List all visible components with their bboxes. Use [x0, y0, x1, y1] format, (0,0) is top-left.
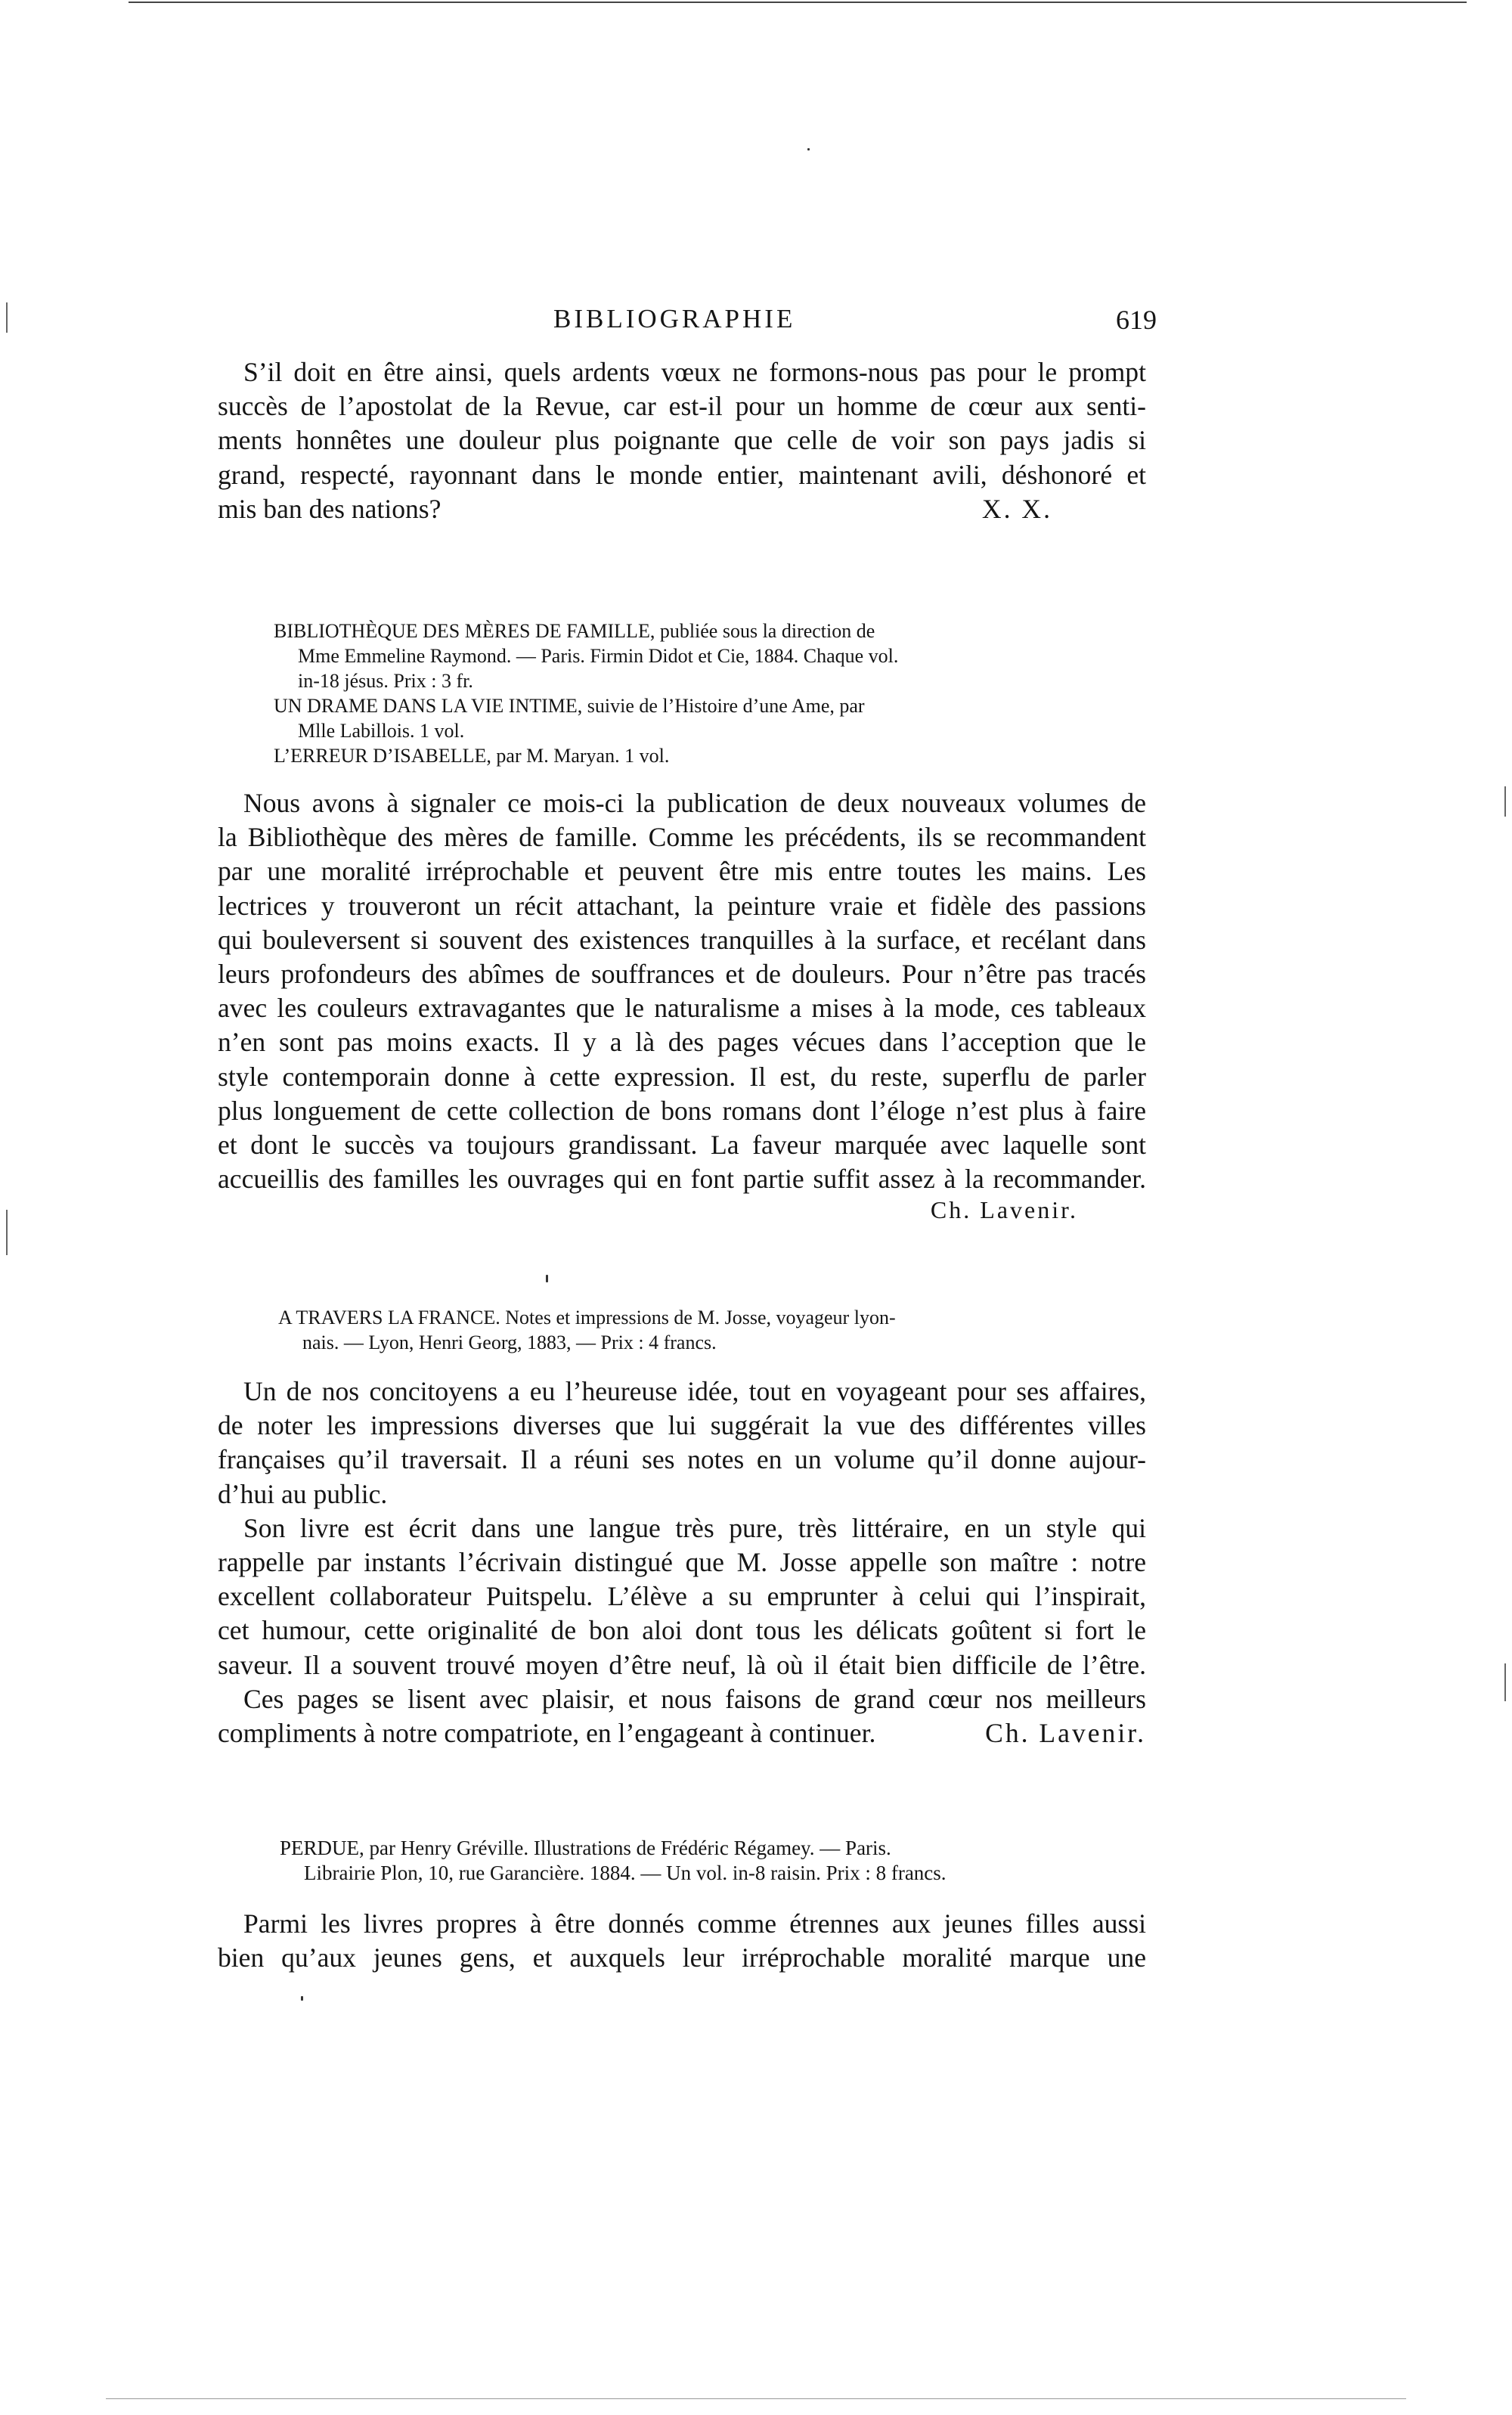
- scan-edge-mark: [6, 1210, 8, 1255]
- text-line: ments honnêtes une douleur plus poignante que celle de voir son pays jadis si: [218, 425, 1146, 456]
- reference-line: L’ERREUR D’ISABELLE, par M. Maryan. 1 vol.: [274, 745, 670, 767]
- section-1: [218, 355, 1146, 526]
- speck: [301, 1996, 303, 2001]
- text-line: cet humour, cette originalité de bon aloi dont tous les délicats goûtent si fort le: [218, 1615, 1146, 1646]
- running-head-title: BIBLIOGRAPHIE: [553, 304, 796, 333]
- text-line: saveur. Il a souvent trouvé moyen d’être neuf, là où il était bien difficile de l’être.: [218, 1649, 1146, 1680]
- section-4: [218, 1907, 1146, 1975]
- text-line: Un de nos concitoyens a eu l’heureuse idée, tout en voyageant pour ses affaires,: [243, 1376, 1146, 1406]
- top-edge-rule: [129, 2, 1467, 3]
- signature: X. X.: [981, 493, 1052, 524]
- scan-edge-mark: [1504, 1663, 1506, 1701]
- last-line-text: mis ban des nations?: [218, 493, 442, 524]
- text-line: Parmi les livres propres à être donnés comme étrennes aux jeunes filles aussi: [243, 1908, 1146, 1939]
- paragraph: [218, 786, 1146, 1196]
- text-line: [218, 492, 1146, 526]
- text-line: Ces pages se lisent avec plaisir, et nous faisons de grand cœur nos meilleurs: [243, 1683, 1146, 1714]
- reference-line: UN DRAME DANS LA VIE INTIME, suivie de l’Histoire d’une Ame, par: [274, 695, 865, 717]
- text-line: par une moralité irréprochable et peuvent être mis entre toutes les mains. Les: [218, 856, 1146, 887]
- text-line: plus longuement de cette collection de bons romans dont l’éloge n’est plus à faire: [218, 1095, 1146, 1126]
- text-line: succès de l’apostolat de la Revue, car est-il pour un homme de cœur aux senti-: [218, 391, 1146, 422]
- text-line: qui bouleversent si souvent des existences tranquilles à la surface, et recélant dans: [218, 924, 1146, 955]
- page-number: 619: [1116, 305, 1157, 335]
- scan-edge-mark: [6, 302, 8, 333]
- last-line-text: compliments à notre compatriote, en l’engageant à continuer.: [218, 1718, 876, 1749]
- paragraph: [218, 1682, 1146, 1750]
- paragraph: [218, 355, 1146, 526]
- bibliographic-reference: [278, 1305, 1080, 1355]
- text-line: avec les couleurs extravagantes que le naturalisme a mises à la mode, ces tableaux: [218, 993, 1146, 1024]
- text-line: rappelle par instants l’écrivain distingué que M. Josse appelle son maître : notre: [218, 1547, 1146, 1578]
- text-line: Nous avons à signaler ce mois-ci la publication de deux nouveaux volumes de: [243, 788, 1146, 818]
- reference-line: BIBLIOTHÈQUE DES MÈRES DE FAMILLE, publiée sous la direction de: [274, 620, 875, 642]
- text-line: [218, 1716, 1146, 1750]
- text-line: excellent collaborateur Puitspelu. L’élève a su emprunter à celui qui l’inspirait,: [218, 1581, 1146, 1612]
- speck: [546, 1275, 548, 1282]
- text-line: d’hui au public.: [218, 1478, 388, 1509]
- speck: [807, 148, 810, 150]
- text-line: de noter les impressions diverses que lui suggérait la vue des différentes villes: [218, 1410, 1146, 1441]
- bottom-edge-rule: [106, 2398, 1406, 2399]
- text-line: accueillis des familles les ouvrages qui en font partie suffit assez à la recommander.: [218, 1164, 1146, 1195]
- bibliographic-reference: [280, 1836, 1104, 1886]
- reference-line: A TRAVERS LA FRANCE. Notes et impressions de M. Josse, voyageur lyon-: [278, 1307, 896, 1328]
- signature: Ch. Lavenir.: [985, 1718, 1146, 1749]
- paragraph: [218, 1511, 1146, 1682]
- reference-line: Mlle Labillois. 1 vol.: [298, 720, 465, 742]
- reference-line: Librairie Plon, 10, rue Garancière. 1884. — Un vol. in-8 raisin. Prix : 8 francs.: [304, 1862, 947, 1884]
- paragraph: [218, 1907, 1146, 1975]
- text-line: et dont le succès va toujours grandissant. La faveur marquée avec laquelle sont: [218, 1130, 1146, 1161]
- text-line: S’il doit en être ainsi, quels ardents vœux ne formons-nous pas pour le prompt: [243, 357, 1146, 387]
- text-line: lectrices y trouveront un récit attachant, la peinture vraie et fidèle des passions: [218, 890, 1146, 921]
- section-3: [218, 1375, 1146, 1750]
- section-2: [218, 786, 1146, 1224]
- reference-line: PERDUE, par Henry Gréville. Illustrations de Frédéric Régamey. — Paris.: [280, 1837, 891, 1859]
- text-line: n’en sont pas moins exacts. Il y a là des pages vécues dans l’acception que le: [218, 1027, 1146, 1058]
- text-line: la Bibliothèque des mères de famille. Comme les précédents, ils se recommandent: [218, 822, 1146, 853]
- text-line: Son livre est écrit dans une langue très pure, très littéraire, en un style qui: [243, 1512, 1146, 1543]
- running-head: [219, 304, 1157, 342]
- reference-line: Mme Emmeline Raymond. — Paris. Firmin Didot et Cie, 1884. Chaque vol.: [298, 645, 899, 667]
- scan-edge-mark: [1504, 786, 1506, 817]
- bibliographic-reference: [274, 618, 1083, 768]
- reference-line: nais. — Lyon, Henri Georg, 1883, — Prix : 4 francs.: [302, 1332, 717, 1353]
- text-line: bien qu’aux jeunes gens, et auxquels leur irréprochable moralité marque une: [218, 1942, 1146, 1973]
- paragraph: [218, 1375, 1146, 1511]
- text-line: grand, respecté, rayonnant dans le monde entier, maintenant avili, déshonoré et: [218, 459, 1146, 490]
- text-line: leurs profondeurs des abîmes de souffrances et de douleurs. Pour n’être pas tracés: [218, 959, 1146, 990]
- signature: Ch. Lavenir.: [930, 1196, 1078, 1224]
- text-line: françaises qu’il traversait. Il a réuni ses notes en un volume qu’il donne aujour-: [218, 1444, 1146, 1475]
- reference-line: in-18 jésus. Prix : 3 fr.: [298, 670, 473, 692]
- text-line: style contemporain donne à cette expression. Il est, du reste, superflu de parler: [218, 1061, 1146, 1092]
